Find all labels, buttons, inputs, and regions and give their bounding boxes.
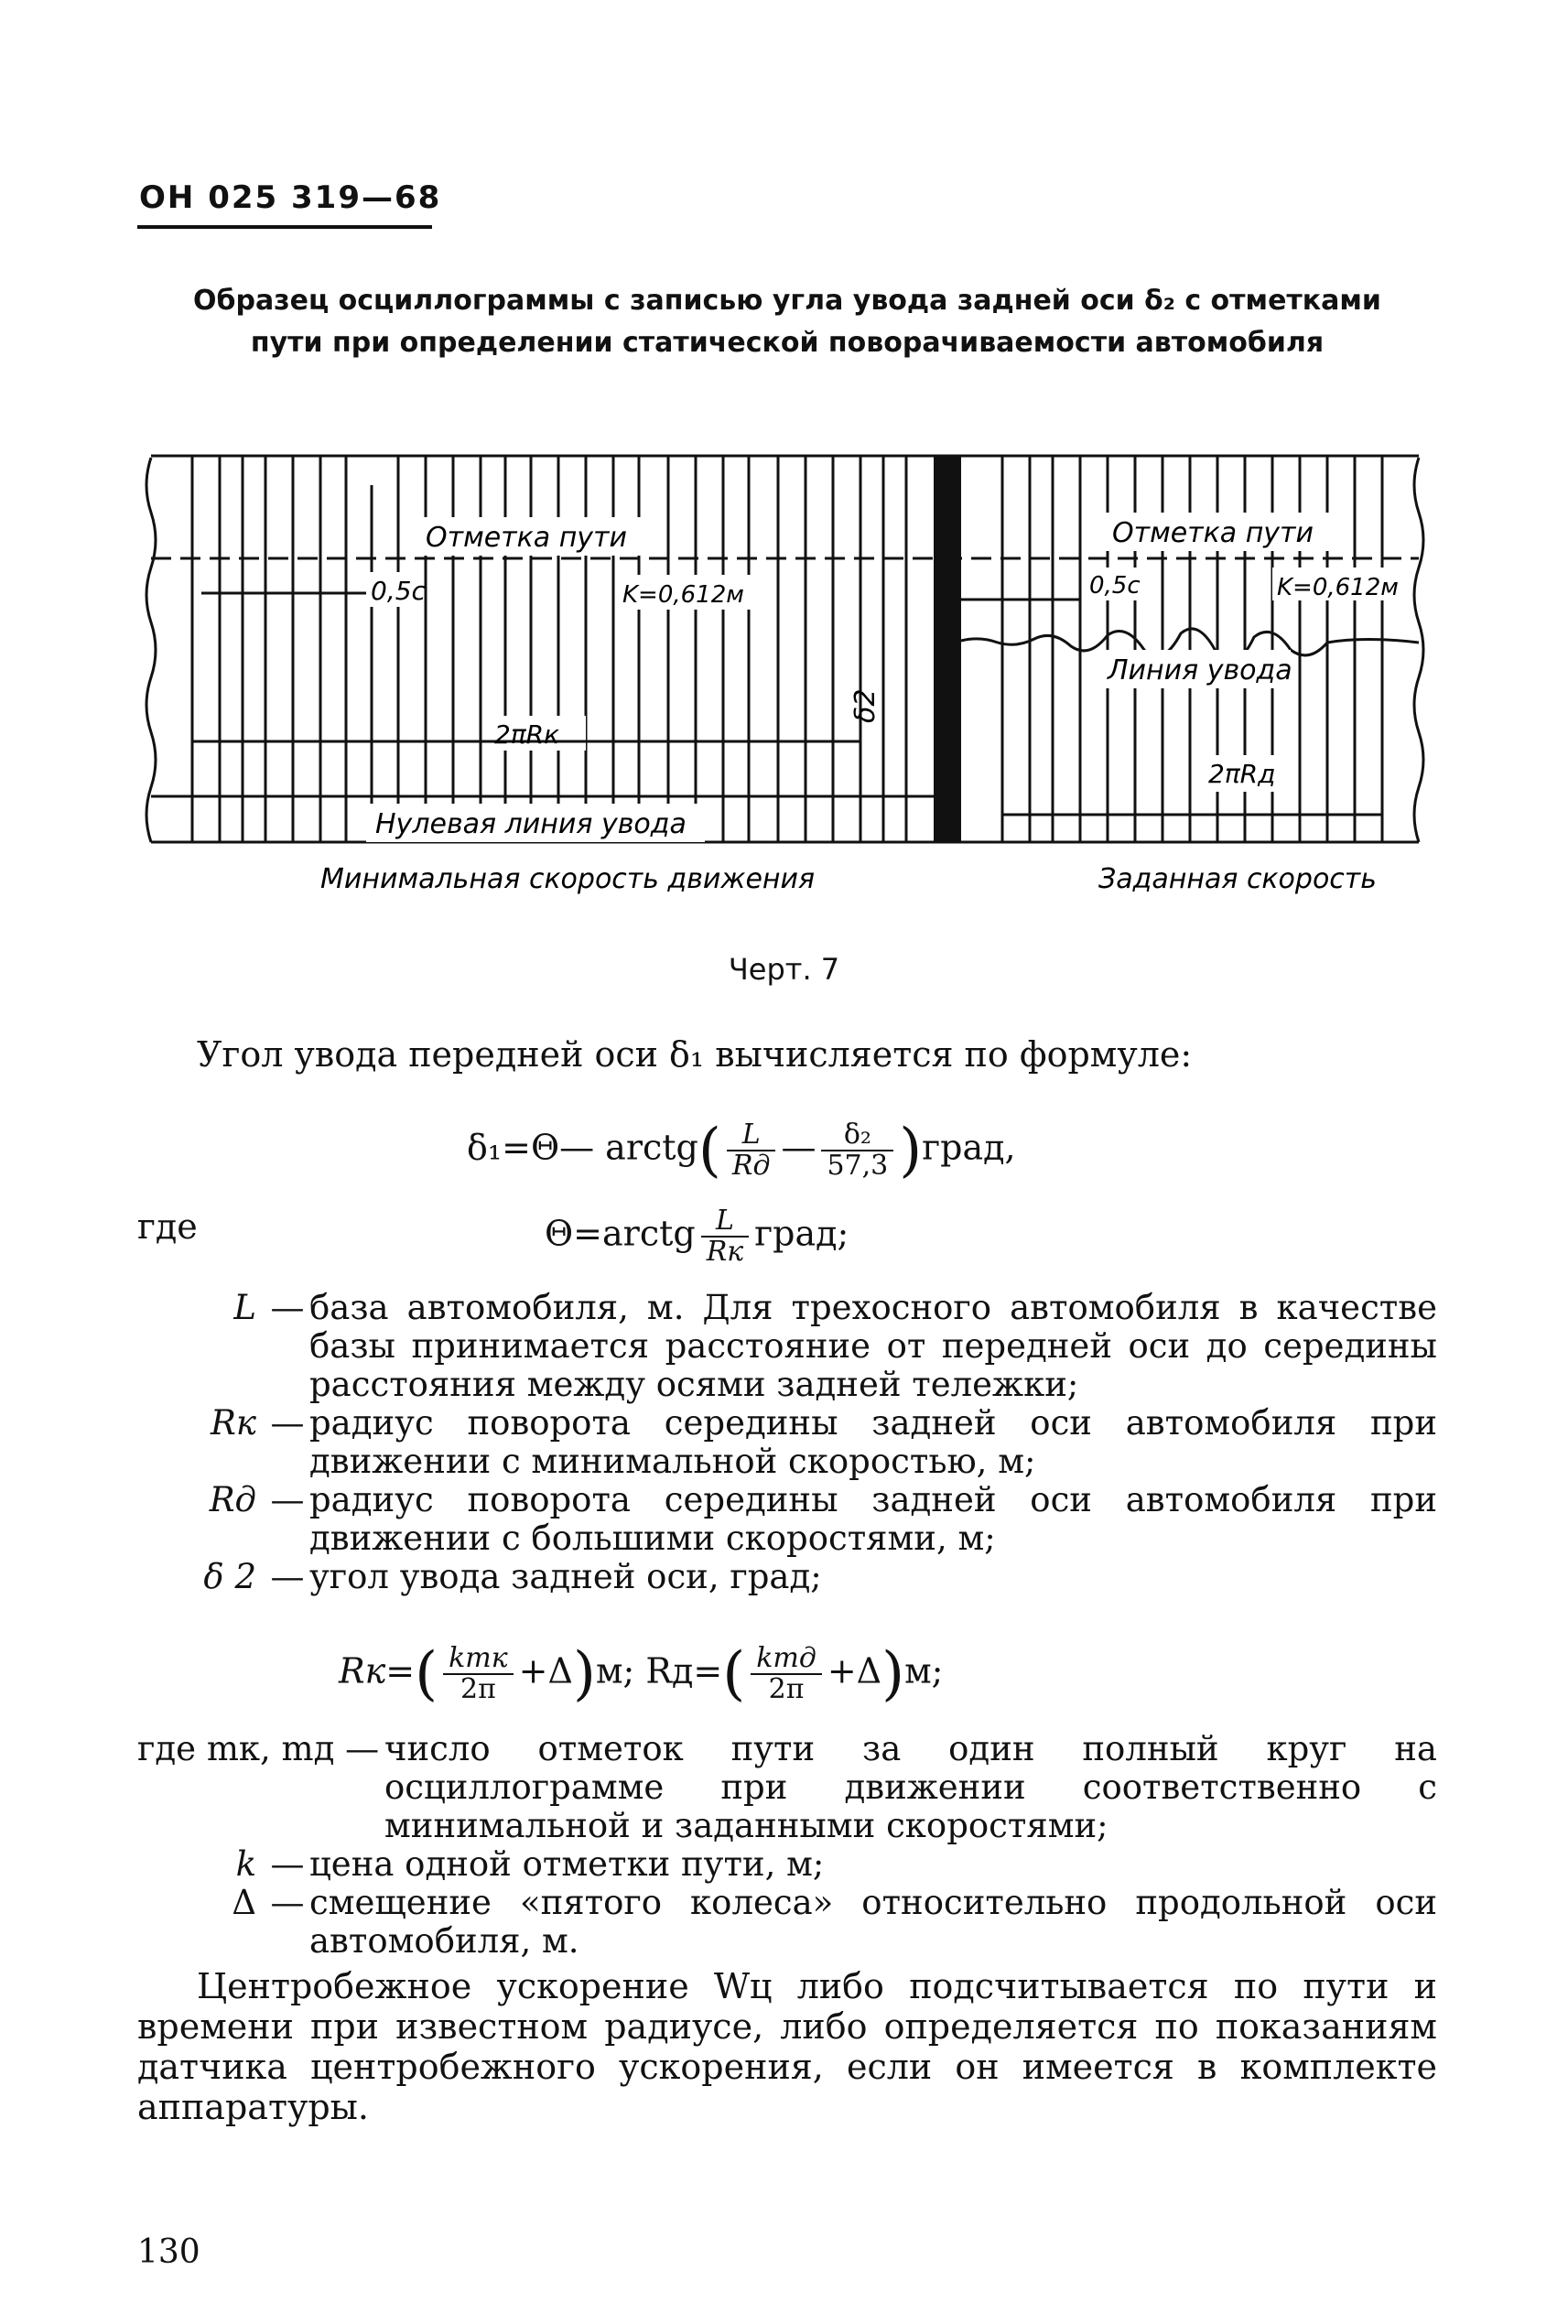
right-time-label: 0,5с xyxy=(1089,572,1141,600)
f1-num2: δ₂ xyxy=(821,1120,893,1151)
f2-den: Rк xyxy=(706,1236,744,1268)
f1-den1: Rд xyxy=(731,1150,771,1182)
left-mark-label: Отметка пути xyxy=(426,522,628,554)
left-k-label: K=0,612м xyxy=(622,581,744,609)
document-number: ОН 025 319—68 xyxy=(139,179,442,216)
caption-line-2: пути при определении статической поворачиваемости автомобиля xyxy=(250,327,1325,359)
f2-num: L xyxy=(701,1206,750,1238)
formula-theta xyxy=(545,1206,849,1267)
delta-label: δ2 xyxy=(849,688,881,723)
definition-L: L — база автомобиля, м. Для трехосного автомобиля в качестве базы принимается расстояние от передней оси до середины расстояния между осями задней тележки; xyxy=(233,1288,1437,1404)
formula2-lhs: Θ=arctg xyxy=(545,1213,696,1254)
formula1-unit: град, xyxy=(922,1127,1016,1168)
f3-num2: kmд xyxy=(751,1644,822,1675)
definitions-list xyxy=(137,1289,1437,1596)
f3-rk: Rк= xyxy=(339,1650,416,1692)
zero-line-label: Нулевая линия увода xyxy=(375,808,687,840)
caption-line-1: Образец осциллограммы с записью угла увода задней оси δ₂ с отметками xyxy=(193,285,1381,317)
left-border xyxy=(146,458,156,842)
definition-Rd: Rд — радиус поворота середины задней оси автомобиля при движении с большими скоростями, м; xyxy=(209,1480,1437,1558)
figure-number: Черт. 7 xyxy=(728,952,840,987)
definition-delta: Δ — смещение «пятого колеса» относительно продольной оси автомобиля, м. xyxy=(232,1883,1437,1961)
formula-radii: Rк=( $\frac{\text{kmк}}{2\pi}$ +Δ)м; Rд=( $\frac{\text{kmд}}{2\pi}$ +Δ)м; xyxy=(339,1640,944,1708)
formula2-unit: град; xyxy=(754,1213,849,1254)
right-k-label: K=0,612м xyxy=(1277,574,1399,601)
oscillogram-figure xyxy=(137,430,1437,924)
f3-den2: 2π xyxy=(768,1673,805,1705)
f3-plus1: +Δ xyxy=(518,1650,573,1692)
separator-bar xyxy=(934,456,961,842)
header-underline xyxy=(137,225,432,229)
drift-line-label: Линия увода xyxy=(1108,654,1292,686)
min-speed-label: Минимальная скорость движения xyxy=(320,863,816,895)
f3-num1: kmк xyxy=(443,1644,514,1675)
where-definitions-2 xyxy=(137,1730,1437,1961)
definition-k: k — цена одной отметки пути, м; xyxy=(235,1844,825,1884)
left-path-marks xyxy=(192,456,906,842)
set-speed-label: Заданная скорость xyxy=(1098,863,1377,895)
f3-plus2: +Δ xyxy=(827,1650,882,1692)
formula-delta1: δ₁=Θ— arctg( $\frac{L}{Rд}$ — $\frac{\text{δ₂}}{57,3}$ )град, xyxy=(467,1117,1016,1184)
left-2piR-label: 2πRк xyxy=(494,719,560,750)
page-number: 130 xyxy=(137,2233,200,2271)
where-label: где xyxy=(137,1206,198,1247)
f3-mid: м; Rд= xyxy=(595,1650,723,1692)
centrifugal-paragraph: Центробежное ускорение Wц либо подсчитывается по пути и времени при известном радиусе, либо определяется по показаниям датчика центробежного ускорения, если он имеется в комплекте аппаратуры. xyxy=(137,1966,1437,2127)
intro-text: Угол увода передней оси δ₁ вычисляется по формуле: xyxy=(197,1034,1193,1075)
definition-m: где mк, mд — число отметок пути за один полный круг на осциллограмме при движении соответственно с минимальной и заданными скоростями; xyxy=(137,1729,1437,1845)
right-2piR-label: 2πRд xyxy=(1208,759,1276,789)
formula1-lhs: δ₁=Θ— arctg xyxy=(467,1127,698,1168)
f1-den2: 57,3 xyxy=(827,1150,889,1182)
definition-Rk: Rк — радиус поворота середины задней оси автомобиля при движении с минимальной скоростью, м; xyxy=(211,1403,1437,1481)
definition-delta2: δ 2 — угол увода задней оси, град; xyxy=(203,1557,822,1596)
right-mark-label: Отметка пути xyxy=(1112,517,1314,549)
right-border xyxy=(1414,458,1423,842)
f3-end: м; xyxy=(904,1650,944,1692)
left-time-label: 0,5с xyxy=(371,576,426,606)
figure-caption xyxy=(137,280,1437,364)
f1-num1: L xyxy=(727,1120,776,1151)
f3-den1: 2π xyxy=(460,1673,496,1705)
